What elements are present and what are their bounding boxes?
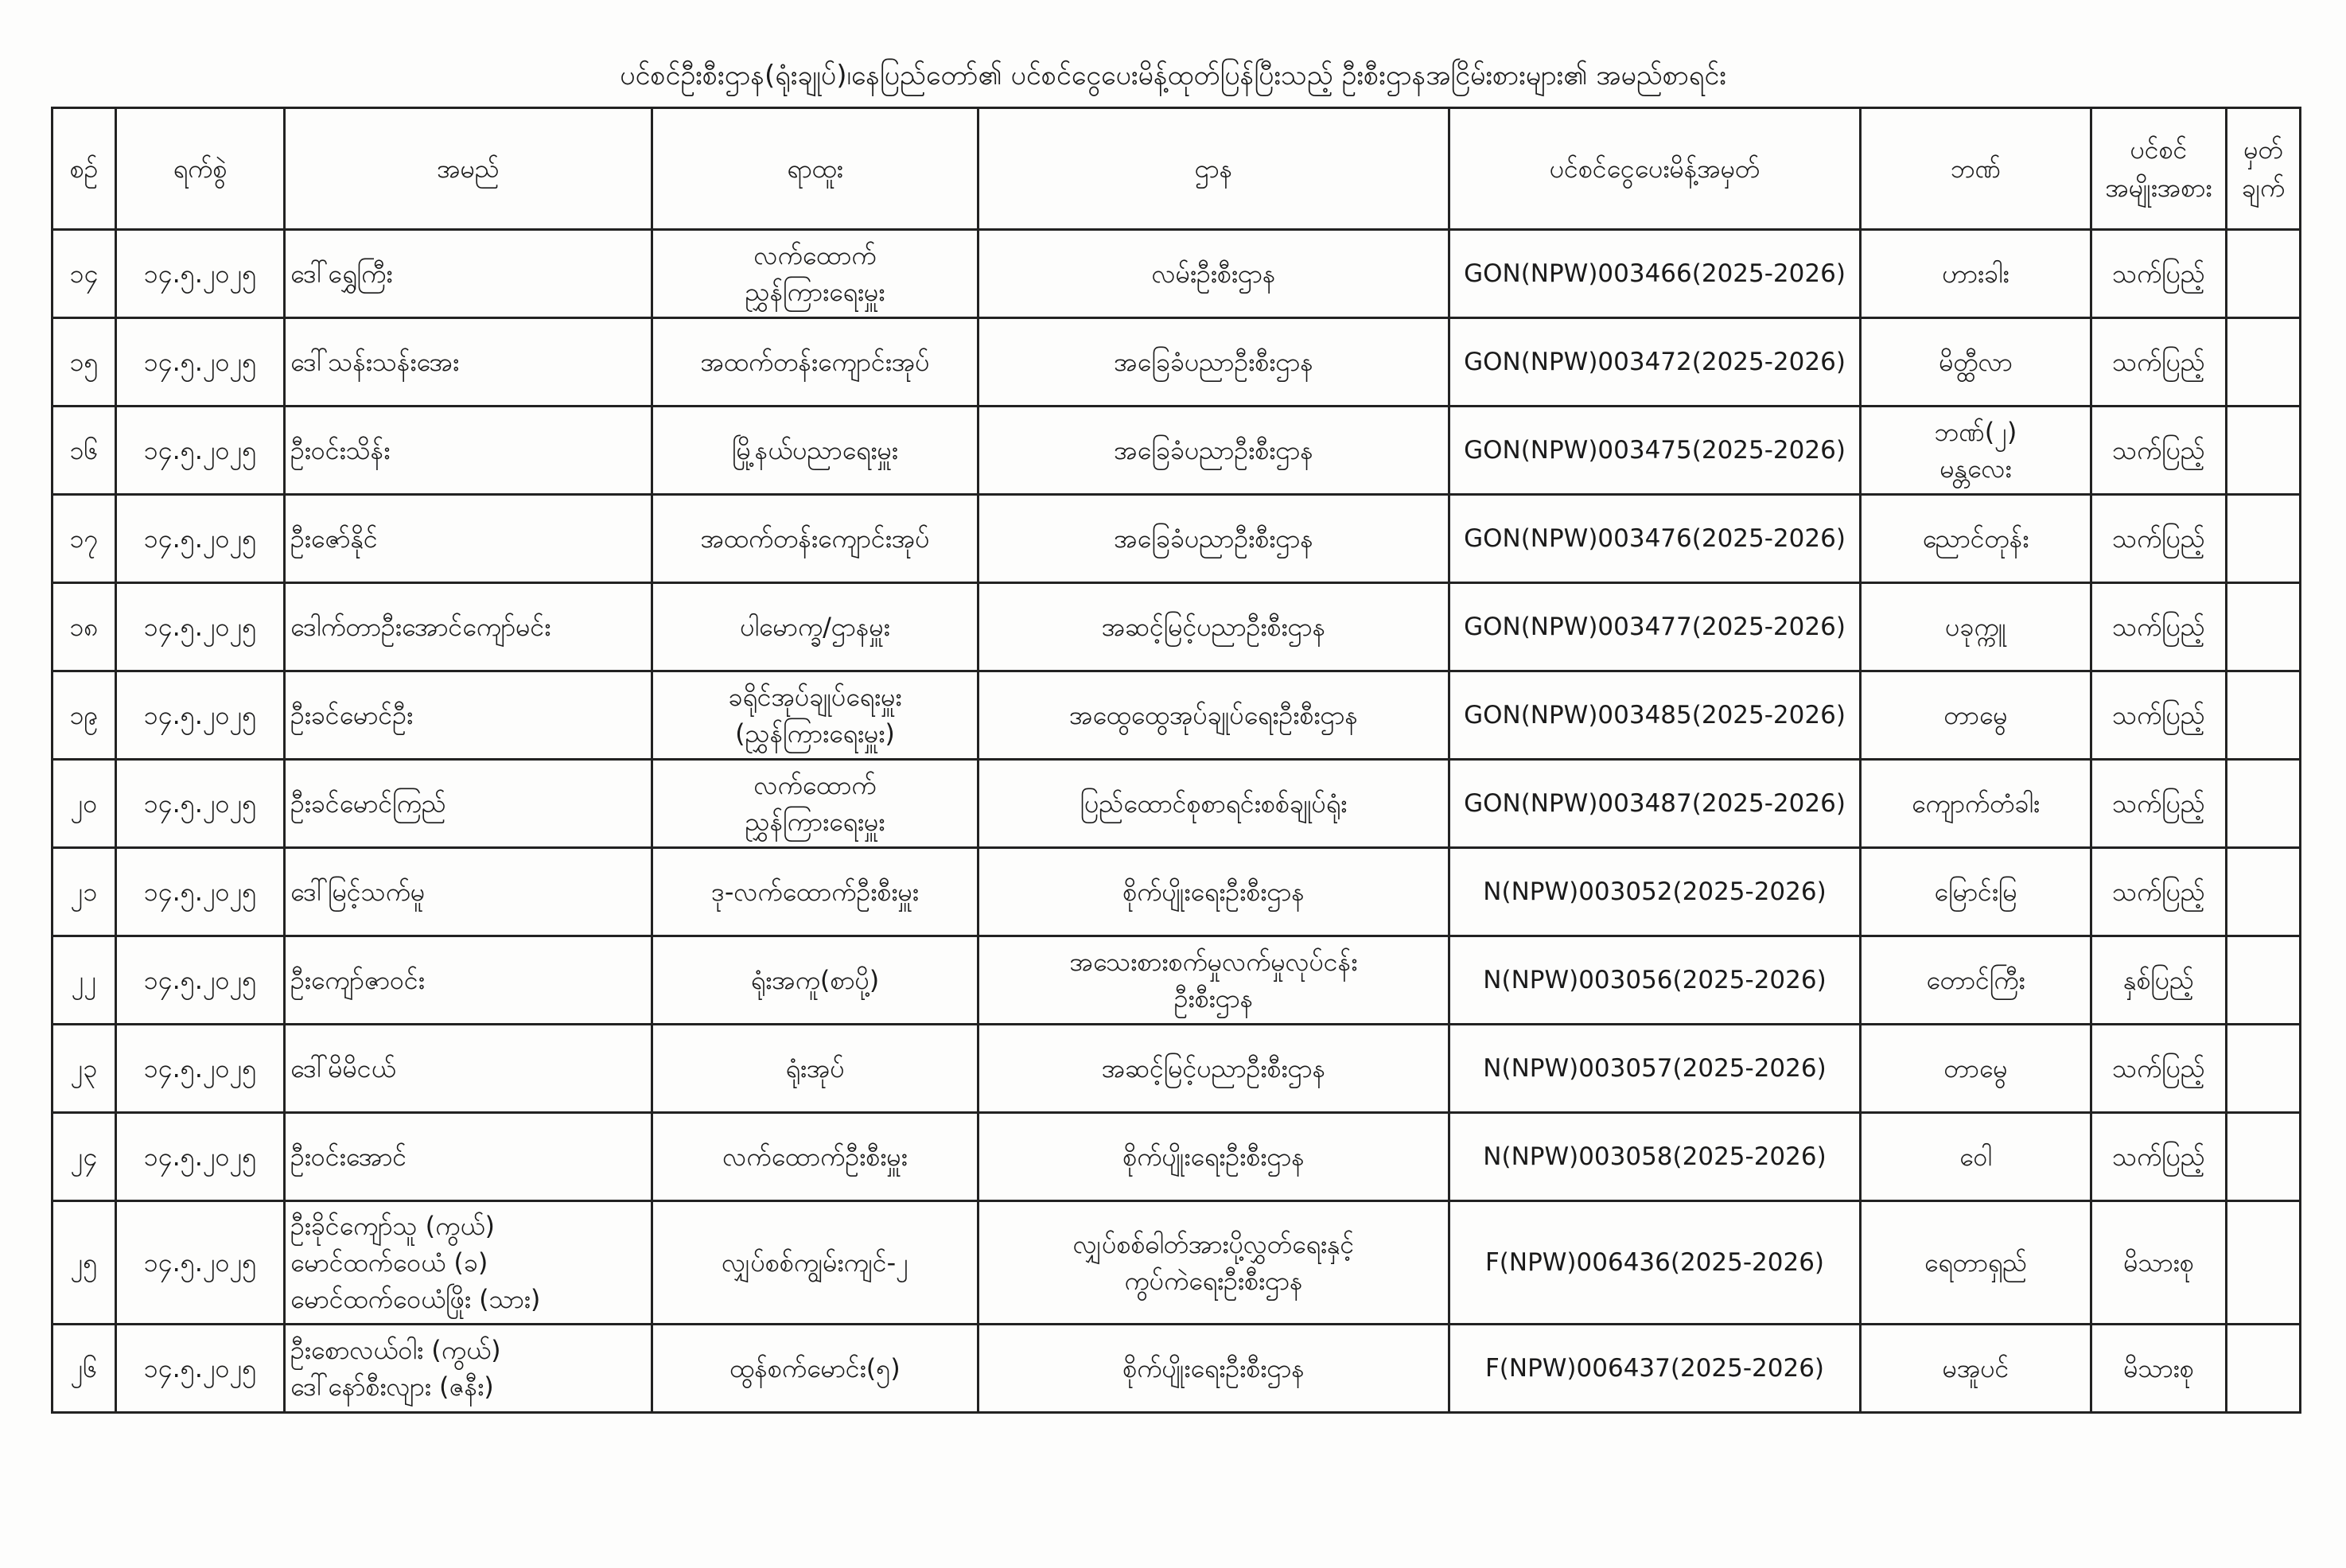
cell-position: အထက်တန်းကျောင်းအုပ်	[652, 318, 978, 407]
cell-department: အဆင့်မြင့်ပညာဦးစီးဌာန	[978, 583, 1449, 671]
cell-date: ၁၄.၅.၂၀၂၅	[116, 230, 285, 318]
cell-no: ၁၈	[53, 583, 116, 671]
cell-pension-type: မိသားစု	[2091, 1325, 2227, 1413]
cell-remarks	[2227, 1025, 2301, 1113]
cell-certificate: GON(NPW)003476(2025-2026)	[1449, 495, 1861, 583]
cell-name: ဦးဇော်နိုင်	[285, 495, 652, 583]
cell-certificate: N(NPW)003057(2025-2026)	[1449, 1025, 1861, 1113]
cell-department: စိုက်ပျိုးရေးဦးစီးဌာန	[978, 1325, 1449, 1413]
cell-department: စိုက်ပျိုးရေးဦးစီးဌာန	[978, 1113, 1449, 1201]
cell-certificate: GON(NPW)003466(2025-2026)	[1449, 230, 1861, 318]
cell-position: လျှပ်စစ်ကျွမ်းကျင်-၂	[652, 1201, 978, 1325]
cell-department: အခြေခံပညာဦးစီးဌာန	[978, 495, 1449, 583]
cell-position: မြို့နယ်ပညာရေးမှူး	[652, 407, 978, 495]
cell-certificate: F(NPW)006436(2025-2026)	[1449, 1201, 1861, 1325]
cell-pension-type: သက်ပြည့်	[2091, 230, 2227, 318]
cell-pension-type: သက်ပြည့်	[2091, 1113, 2227, 1201]
cell-name: ဦးဝင်းအောင်	[285, 1113, 652, 1201]
cell-date: ၁၄.၅.၂၀၂၅	[116, 318, 285, 407]
cell-no: ၁၆	[53, 407, 116, 495]
cell-name: ဦးဝင်းသိန်း	[285, 407, 652, 495]
table-row	[53, 583, 2301, 671]
cell-remarks	[2227, 583, 2301, 671]
header-no: စဉ်	[53, 108, 116, 230]
cell-name: ဦးခင်မောင်ဦး	[285, 671, 652, 760]
cell-no: ၂၁	[53, 848, 116, 936]
table-row	[53, 936, 2301, 1025]
table-row	[53, 1201, 2301, 1325]
table-row	[53, 671, 2301, 760]
cell-name: ဦးခင်မောင်ကြည်	[285, 760, 652, 848]
cell-name: ဒေါ်မိမိငယ်	[285, 1025, 652, 1113]
cell-position: ရုံးအကူ(စာပို့)	[652, 936, 978, 1025]
cell-pension-type: သက်ပြည့်	[2091, 1025, 2227, 1113]
cell-bank: တာမွေ	[1861, 1025, 2091, 1113]
table-row	[53, 407, 2301, 495]
cell-pension-type: သက်ပြည့်	[2091, 760, 2227, 848]
table-row	[53, 230, 2301, 318]
cell-pension-type: သက်ပြည့်	[2091, 671, 2227, 760]
cell-certificate: F(NPW)006437(2025-2026)	[1449, 1325, 1861, 1413]
cell-no: ၂၂	[53, 936, 116, 1025]
cell-bank: ဟားခါး	[1861, 230, 2091, 318]
table-row	[53, 1025, 2301, 1113]
cell-date: ၁၄.၅.၂၀၂၅	[116, 495, 285, 583]
cell-bank: ကျောက်တံခါး	[1861, 760, 2091, 848]
cell-no: ၂၃	[53, 1025, 116, 1113]
cell-remarks	[2227, 1113, 2301, 1201]
header-pension-type: ပင်စင် အမျိုးအစား	[2091, 108, 2227, 230]
table-row	[53, 848, 2301, 936]
cell-pension-type: သက်ပြည့်	[2091, 407, 2227, 495]
cell-certificate: N(NPW)003052(2025-2026)	[1449, 848, 1861, 936]
cell-remarks	[2227, 318, 2301, 407]
table-row	[53, 318, 2301, 407]
page-title: ပင်စင်ဦးစီးဌာန(ရုံးချုပ်)၊နေပြည်တော်၏ ပင်စင်ငွေပေးမိန့်ထုတ်ပြန်ပြီးသည့် ဦးစီးဌာနအငြိမ်းစားများ၏ အမည်စာရင်း	[620, 60, 1726, 91]
cell-bank: မအူပင်	[1861, 1325, 2091, 1413]
cell-pension-type: မိသားစု	[2091, 1201, 2227, 1325]
cell-position: ရုံးအုပ်	[652, 1025, 978, 1113]
cell-position: အထက်တန်းကျောင်းအုပ်	[652, 495, 978, 583]
cell-department: အခြေခံပညာဦးစီးဌာန	[978, 407, 1449, 495]
cell-certificate: N(NPW)003056(2025-2026)	[1449, 936, 1861, 1025]
cell-name: ဦးကျော်ဇာဝင်း	[285, 936, 652, 1025]
cell-name: ဒေါက်တာဦးအောင်ကျော်မင်း	[285, 583, 652, 671]
header-certificate: ပင်စင်ငွေပေးမိန့်အမှတ်	[1449, 108, 1861, 230]
cell-no: ၂၄	[53, 1113, 116, 1201]
cell-bank: တောင်ကြီး	[1861, 936, 2091, 1025]
cell-pension-type: သက်ပြည့်	[2091, 495, 2227, 583]
table-row	[53, 1325, 2301, 1413]
cell-certificate: GON(NPW)003485(2025-2026)	[1449, 671, 1861, 760]
cell-pension-type: သက်ပြည့်	[2091, 318, 2227, 407]
cell-name: ဒေါ်သန်းသန်းအေး	[285, 318, 652, 407]
cell-pension-type: သက်ပြည့်	[2091, 583, 2227, 671]
cell-certificate: GON(NPW)003487(2025-2026)	[1449, 760, 1861, 848]
cell-remarks	[2227, 1201, 2301, 1325]
cell-pension-type: နှစ်ပြည့်	[2091, 936, 2227, 1025]
header-department: ဌာန	[978, 108, 1449, 230]
cell-position: ခရိုင်အုပ်ချုပ်ရေးမှူး (ညွှန်ကြားရေးမှူး)	[652, 671, 978, 760]
table-row	[53, 1113, 2301, 1201]
cell-date: ၁၄.၅.၂၀၂၅	[116, 1201, 285, 1325]
cell-bank: ညောင်တုန်း	[1861, 495, 2091, 583]
cell-position: ထွန်စက်မောင်း(၅)	[652, 1325, 978, 1413]
cell-remarks	[2227, 495, 2301, 583]
cell-bank: ရေတာရှည်	[1861, 1201, 2091, 1325]
cell-department: လျှပ်စစ်ဓါတ်အားပို့လွှတ်ရေးနှင့် ကွပ်ကဲရေးဦးစီးဌာန	[978, 1201, 1449, 1325]
cell-position: လက်ထောက် ညွှန်ကြားရေးမှူး	[652, 760, 978, 848]
cell-bank: တာမွေ	[1861, 671, 2091, 760]
cell-certificate: GON(NPW)003477(2025-2026)	[1449, 583, 1861, 671]
header-date: ရက်စွဲ	[116, 108, 285, 230]
cell-no: ၁၇	[53, 495, 116, 583]
header-row	[53, 108, 2301, 230]
cell-department: လမ်းဦးစီးဌာန	[978, 230, 1449, 318]
cell-remarks	[2227, 1325, 2301, 1413]
cell-department: စိုက်ပျိုးရေးဦးစီးဌာန	[978, 848, 1449, 936]
cell-department: အခြေခံပညာဦးစီးဌာန	[978, 318, 1449, 407]
cell-date: ၁၄.၅.၂၀၂၅	[116, 1113, 285, 1201]
cell-date: ၁၄.၅.၂၀၂၅	[116, 407, 285, 495]
cell-certificate: GON(NPW)003475(2025-2026)	[1449, 407, 1861, 495]
cell-certificate: N(NPW)003058(2025-2026)	[1449, 1113, 1861, 1201]
cell-date: ၁၄.၅.၂၀၂၅	[116, 848, 285, 936]
table-row	[53, 760, 2301, 848]
cell-date: ၁၄.၅.၂၀၂၅	[116, 1025, 285, 1113]
cell-pension-type: သက်ပြည့်	[2091, 848, 2227, 936]
cell-position: ဒု-လက်ထောက်ဦးစီးမှူး	[652, 848, 978, 936]
cell-no: ၁၅	[53, 318, 116, 407]
cell-date: ၁၄.၅.၂၀၂၅	[116, 583, 285, 671]
cell-bank: ဘဏ်(၂) မန္တလေး	[1861, 407, 2091, 495]
cell-bank: ဝေါ	[1861, 1113, 2091, 1201]
cell-date: ၁၄.၅.၂၀၂၅	[116, 936, 285, 1025]
cell-name: ဒေါ်မြင့်သက်မူ	[285, 848, 652, 936]
cell-bank: ပခုက္ကူ	[1861, 583, 2091, 671]
cell-position: လက်ထောက်ဦးစီးမှူး	[652, 1113, 978, 1201]
cell-remarks	[2227, 671, 2301, 760]
header-remarks: မှတ် ချက်	[2227, 108, 2301, 230]
cell-name: ဦးခိုင်ကျော်သူ (ကွယ်) မောင်ထက်ဝေယံ (ခ) မောင်ထက်ဝေယံဖြိုး (သား)	[285, 1201, 652, 1325]
header-name: အမည်	[285, 108, 652, 230]
cell-date: ၁၄.၅.၂၀၂၅	[116, 1325, 285, 1413]
cell-no: ၂၀	[53, 760, 116, 848]
header-position: ရာထူး	[652, 108, 978, 230]
cell-date: ၁၄.၅.၂၀၂၅	[116, 671, 285, 760]
cell-remarks	[2227, 848, 2301, 936]
header-bank: ဘဏ်	[1861, 108, 2091, 230]
cell-name: ဦးစောလယ်ဝါး (ကွယ်) ဒေါ်နော်စီးလျား (ဇနီး)	[285, 1325, 652, 1413]
cell-no: ၁၄	[53, 230, 116, 318]
cell-department: ပြည်ထောင်စုစာရင်းစစ်ချုပ်ရုံး	[978, 760, 1449, 848]
cell-certificate: GON(NPW)003472(2025-2026)	[1449, 318, 1861, 407]
cell-position: ပါမောက္ခ/ဌာနမှူး	[652, 583, 978, 671]
cell-remarks	[2227, 407, 2301, 495]
cell-remarks	[2227, 936, 2301, 1025]
cell-remarks	[2227, 230, 2301, 318]
cell-no: ၂၅	[53, 1201, 116, 1325]
table-row	[53, 495, 2301, 583]
cell-department: အထွေထွေအုပ်ချုပ်ရေးဦးစီးဌာန	[978, 671, 1449, 760]
cell-department: အသေးစားစက်မှုလက်မှုလုပ်ငန်း ဦးစီးဌာန	[978, 936, 1449, 1025]
cell-bank: မြောင်းမြ	[1861, 848, 2091, 936]
cell-name: ဒေါ်ရွှေကြီး	[285, 230, 652, 318]
cell-department: အဆင့်မြင့်ပညာဦးစီးဌာန	[978, 1025, 1449, 1113]
cell-bank: မိတ္ထီလာ	[1861, 318, 2091, 407]
cell-date: ၁၄.၅.၂၀၂၅	[116, 760, 285, 848]
cell-no: ၂၆	[53, 1325, 116, 1413]
cell-remarks	[2227, 760, 2301, 848]
cell-no: ၁၉	[53, 671, 116, 760]
pension-register-table	[51, 107, 2301, 1414]
cell-position: လက်ထောက် ညွှန်ကြားရေးမှူး	[652, 230, 978, 318]
